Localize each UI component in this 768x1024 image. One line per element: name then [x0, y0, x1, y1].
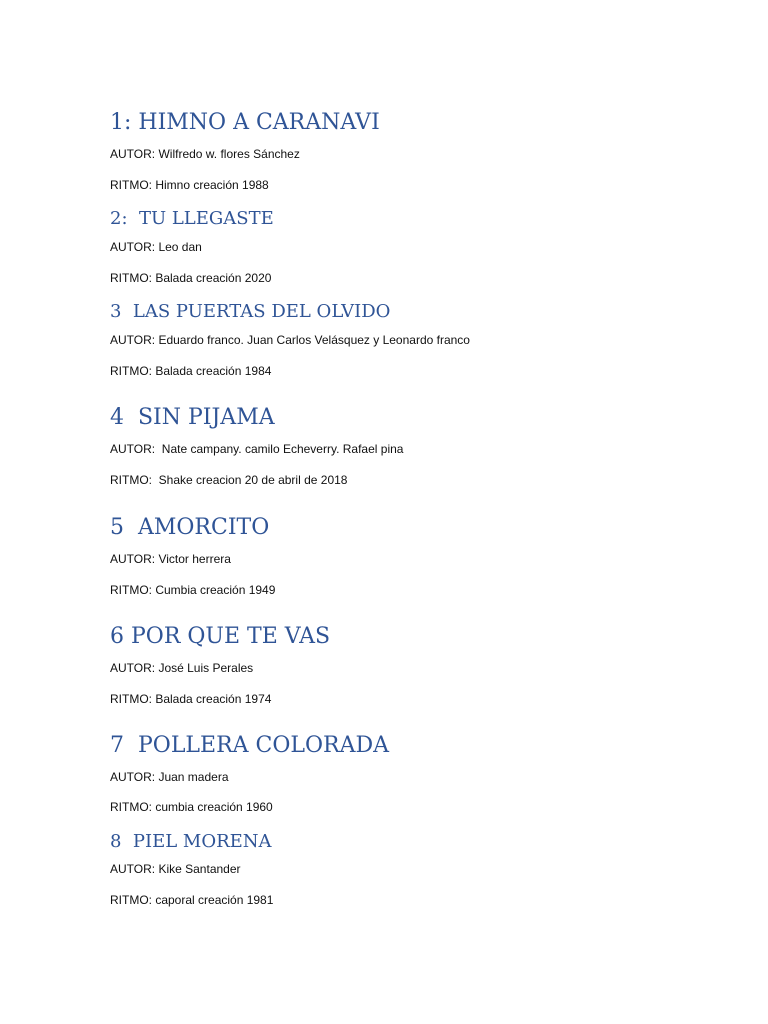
author-label: AUTOR: — [110, 770, 159, 784]
song-title: 4 SIN PIJAMA — [110, 405, 275, 430]
song-entry-3 — [110, 301, 730, 378]
song-entry-4 — [110, 405, 730, 487]
rhythm-label: RITMO: — [110, 364, 156, 378]
rhythm-value: cumbia creación 1960 — [155, 800, 273, 814]
rhythm-label: RITMO: — [110, 271, 156, 285]
song-title: 5 AMORCITO — [110, 515, 270, 540]
song-author — [110, 443, 403, 455]
rhythm-value: Himno creación 1988 — [155, 178, 269, 192]
song-rhythm — [110, 179, 269, 191]
author-label: AUTOR: — [110, 661, 159, 675]
rhythm-value: Balada creación 1984 — [155, 364, 272, 378]
author-label: AUTOR: — [110, 240, 159, 254]
song-author — [110, 771, 229, 783]
song-title: 3 LAS PUERTAS DEL OLVIDO — [110, 301, 391, 322]
song-entry-5 — [110, 515, 730, 597]
song-author — [110, 334, 470, 346]
song-rhythm — [110, 801, 273, 813]
song-rhythm — [110, 474, 347, 486]
song-author — [110, 148, 300, 160]
author-label: AUTOR: — [110, 552, 159, 566]
author-value: Eduardo franco. Juan Carlos Velásquez y Leonardo franco — [158, 333, 470, 347]
song-rhythm — [110, 894, 273, 906]
song-entry-1 — [110, 110, 730, 192]
rhythm-value: Balada creación 1974 — [155, 692, 272, 706]
rhythm-label: RITMO: — [110, 800, 156, 814]
author-label: AUTOR: — [110, 147, 159, 161]
song-rhythm — [110, 693, 271, 705]
author-value: Kike Santander — [158, 862, 241, 876]
rhythm-value: Shake creacion 20 de abril de 2018 — [158, 473, 348, 487]
song-author — [110, 662, 253, 674]
song-author — [110, 863, 241, 875]
song-title: 8 PIEL MORENA — [110, 831, 272, 852]
song-entry-7 — [110, 733, 730, 814]
author-value: Nate campany. camilo Echeverry. Rafael pina — [161, 442, 404, 456]
song-rhythm — [110, 365, 271, 377]
author-value: Wilfredo w. flores Sánchez — [158, 147, 300, 161]
song-entry-8 — [110, 831, 730, 907]
song-entry-2 — [110, 208, 730, 285]
rhythm-value: Cumbia creación 1949 — [155, 583, 276, 597]
song-title: 7 POLLERA COLORADA — [110, 733, 390, 758]
song-author — [110, 241, 202, 253]
rhythm-value: Balada creación 2020 — [155, 271, 272, 285]
rhythm-label: RITMO: — [110, 473, 159, 487]
song-author — [110, 553, 231, 565]
author-value: Juan madera — [158, 770, 229, 784]
rhythm-label: RITMO: — [110, 893, 156, 907]
song-title: 1: HIMNO A CARANAVI — [110, 110, 380, 135]
rhythm-label: RITMO: — [110, 178, 156, 192]
song-rhythm — [110, 584, 275, 596]
song-rhythm — [110, 272, 271, 284]
author-value: Victor herrera — [158, 552, 231, 566]
author-value: Leo dan — [158, 240, 202, 254]
author-label: AUTOR: — [110, 333, 159, 347]
author-label: AUTOR: — [110, 442, 162, 456]
rhythm-label: RITMO: — [110, 583, 156, 597]
author-label: AUTOR: — [110, 862, 159, 876]
author-value: José Luis Perales — [158, 661, 254, 675]
song-title: 6 POR QUE TE VAS — [110, 624, 331, 649]
song-title: 2: TU LLEGASTE — [110, 208, 274, 229]
rhythm-label: RITMO: — [110, 692, 156, 706]
song-entry-6 — [110, 624, 730, 706]
rhythm-value: caporal creación 1981 — [155, 893, 274, 907]
